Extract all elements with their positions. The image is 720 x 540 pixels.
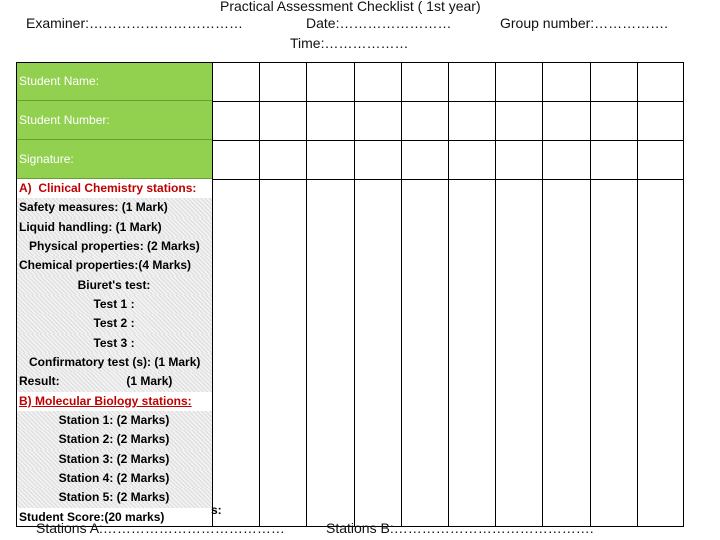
row-label-text: Confirmatory test (s): (1 Mark) xyxy=(29,355,201,369)
grid-column-divider xyxy=(637,62,638,527)
row-label-text: Liquid handling: (1 Mark) xyxy=(19,219,162,234)
stations-a-field: Stations A:………………………………… xyxy=(36,520,285,536)
row-label-text: Station 1: (2 Marks) xyxy=(58,413,170,427)
row-label xyxy=(16,218,212,237)
row-label xyxy=(16,237,212,256)
examiner-field: Examiner:…………………………… xyxy=(26,15,244,31)
row-label xyxy=(16,411,212,430)
row-label xyxy=(16,62,212,101)
row-label xyxy=(16,488,212,507)
row-label-text: Station 2: (2 Marks) xyxy=(58,432,170,447)
row-label xyxy=(16,179,212,198)
page-title: Practical Assessment Checklist ( 1st year) xyxy=(220,0,481,14)
row-label-text: A) Clinical Chemistry stations: xyxy=(19,181,197,195)
row-label xyxy=(16,430,212,449)
assessment-table xyxy=(16,62,684,527)
row-label xyxy=(16,372,212,391)
row-label-text: Physical properties: (2 Marks) xyxy=(29,239,200,253)
row-label xyxy=(16,256,212,275)
time-field: Time:……………… xyxy=(290,35,409,51)
row-label-text: Station 3: (2 Marks) xyxy=(58,451,170,466)
row-label xyxy=(16,101,212,140)
row-label xyxy=(16,450,212,469)
grid-column-divider xyxy=(401,62,402,527)
row-label-text: Signature: xyxy=(19,152,74,166)
stray-text: s: xyxy=(211,503,222,517)
group-number-field: Group number:……………. xyxy=(500,15,669,31)
row-label-text: Student Number: xyxy=(19,113,110,127)
row-label xyxy=(16,198,212,217)
row-label-text: Student Name: xyxy=(19,74,100,88)
grid-column-divider xyxy=(590,62,591,527)
row-label xyxy=(16,353,212,372)
grid-column-divider xyxy=(448,62,449,527)
row-label-text: B) Molecular Biology stations: xyxy=(19,393,192,408)
row-label-text: Test 2 : xyxy=(93,316,135,331)
row-label-text: Test 3 : xyxy=(93,335,135,350)
row-label-text: Student Score:(20 marks) xyxy=(19,509,165,524)
grid-column-divider xyxy=(495,62,496,527)
row-label xyxy=(16,314,212,333)
row-label-text: Station 4: (2 Marks) xyxy=(58,471,170,485)
grid-column-divider xyxy=(212,62,213,527)
row-label xyxy=(16,140,212,179)
grid-column-divider xyxy=(259,62,260,527)
grid-column-divider xyxy=(306,62,307,527)
row-label xyxy=(16,469,212,488)
date-field: Date:…………………… xyxy=(306,15,452,31)
row-label-text: Result: (1 Mark) xyxy=(19,374,173,389)
row-label xyxy=(16,392,212,411)
row-label-text: Biuret's test: xyxy=(77,277,151,292)
row-label-text: Test 1 : xyxy=(93,297,135,311)
grid-column-divider xyxy=(542,62,543,527)
row-label xyxy=(16,295,212,314)
row-label-text: Chemical properties:(4 Marks) xyxy=(19,258,192,273)
row-label-text: Safety measures: (1 Mark) xyxy=(19,200,168,215)
row-label xyxy=(16,276,212,295)
row-label xyxy=(16,334,212,353)
stations-b-field: Stations B:……………………………………. xyxy=(326,520,594,536)
grid-column-divider xyxy=(354,62,355,527)
row-label-text: Station 5: (2 Marks) xyxy=(58,490,170,505)
